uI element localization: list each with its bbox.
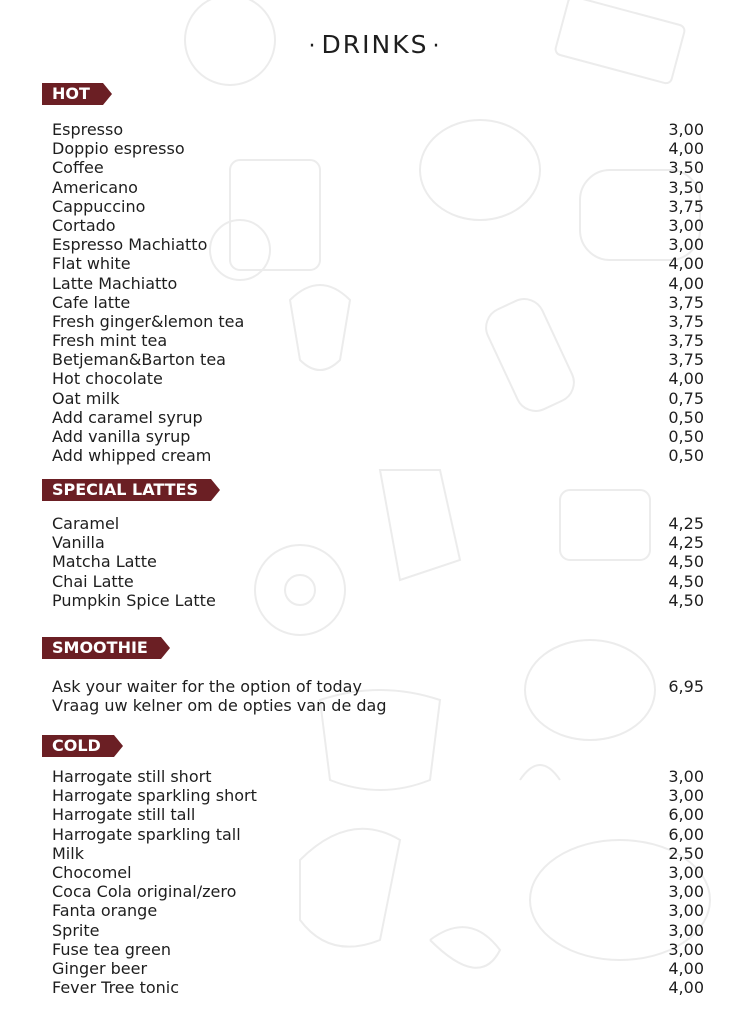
menu-item: [52, 120, 704, 139]
section-badge-hot: HOT: [42, 83, 103, 105]
item-name: Ask your waiter for the option of today: [52, 677, 362, 696]
item-name: Ginger beer: [52, 958, 148, 978]
menu-item: [52, 369, 704, 388]
menu-item: [52, 514, 704, 533]
menu-item: [52, 572, 704, 591]
menu-item: [52, 921, 704, 940]
item-price: 0,75: [668, 388, 704, 408]
menu-item: [52, 978, 704, 997]
item-name: Add whipped cream: [52, 446, 212, 466]
item-price: 2,50: [668, 843, 704, 863]
item-name: Matcha Latte: [52, 552, 157, 572]
menu-item: [52, 293, 704, 312]
menu-item: [52, 197, 704, 216]
item-name: Oat milk: [52, 388, 120, 408]
item-price: 4,25: [668, 514, 704, 533]
item-name: Betjeman&Barton tea: [52, 350, 226, 370]
item-price: 3,75: [668, 311, 704, 331]
item-name: Fuse tea green: [52, 939, 171, 959]
item-price: 6,00: [668, 805, 704, 825]
item-price: 3,00: [668, 786, 704, 806]
page-title: [0, 30, 750, 59]
menu-item: [52, 235, 704, 254]
item-name: Fever Tree tonic: [52, 978, 180, 998]
menu-item: [52, 591, 704, 610]
item-price: 4,25: [668, 533, 704, 553]
section-badge-cold: COLD: [42, 735, 114, 757]
item-name: Caramel: [52, 514, 120, 533]
item-price: 3,50: [668, 158, 704, 178]
menu-item: [52, 254, 704, 273]
item-price: 0,50: [668, 407, 704, 427]
item-name: Fanta orange: [52, 901, 158, 921]
item-name: Chai Latte: [52, 571, 134, 591]
item-name: Pumpkin Spice Latte: [52, 590, 216, 610]
item-price: 4,00: [668, 273, 704, 293]
item-price: 3,00: [668, 215, 704, 235]
item-name: Harrogate sparkling tall: [52, 824, 241, 844]
item-price: 3,00: [668, 901, 704, 921]
item-price: 3,00: [668, 862, 704, 882]
menu-item: [52, 677, 704, 696]
menu-item: [52, 552, 704, 571]
item-price: 3,50: [668, 177, 704, 197]
menu-item: [52, 786, 704, 805]
item-price: 4,00: [668, 369, 704, 389]
menu-item: [52, 216, 704, 235]
title-text: DRINKS: [321, 30, 429, 59]
menu-item: [52, 408, 704, 427]
menu-item: [52, 178, 704, 197]
item-price: 3,00: [668, 920, 704, 940]
item-name: Doppio espresso: [52, 139, 185, 159]
menu-item: [52, 940, 704, 959]
menu-item: [52, 274, 704, 293]
item-name: Cafe latte: [52, 292, 131, 312]
item-price: 0,50: [668, 446, 704, 466]
item-name: Harrogate still tall: [52, 805, 196, 825]
menu-item: [52, 901, 704, 920]
menu-item: [52, 331, 704, 350]
item-price: 3,75: [668, 350, 704, 370]
menu-item: [52, 805, 704, 824]
menu-item: [52, 959, 704, 978]
title-dot-left: ·: [308, 34, 318, 59]
section-badge-smoothie: SMOOTHIE: [42, 637, 161, 659]
special-lattes-items: [52, 514, 704, 610]
item-name: Espresso: [52, 120, 124, 139]
menu-item: [52, 446, 704, 465]
smoothie-items: [52, 677, 704, 715]
item-price: 3,00: [668, 939, 704, 959]
menu-item: [52, 389, 704, 408]
menu-item: [52, 825, 704, 844]
item-name: Americano: [52, 177, 138, 197]
menu-item: [52, 139, 704, 158]
item-name: Sprite: [52, 920, 100, 940]
item-price: 4,00: [668, 958, 704, 978]
item-name: Flat white: [52, 254, 131, 274]
menu-item: [52, 844, 704, 863]
item-name: Harrogate sparkling short: [52, 786, 257, 806]
item-price: 0,50: [668, 427, 704, 446]
item-price: 4,00: [668, 139, 704, 159]
smoothie-note: Vraag uw kelner om de opties van de dag: [52, 696, 387, 716]
item-price: 4,00: [668, 978, 704, 998]
item-price: 3,75: [668, 292, 704, 312]
menu-item: [52, 863, 704, 882]
menu-item: [52, 767, 704, 786]
item-price: 4,50: [668, 590, 704, 610]
menu-item: [52, 312, 704, 331]
item-name: Cortado: [52, 215, 116, 235]
item-name: Coffee: [52, 158, 104, 178]
item-price: 4,50: [668, 552, 704, 572]
item-price: 3,00: [668, 120, 704, 139]
item-name: Add vanilla syrup: [52, 427, 191, 446]
item-name: Chocomel: [52, 862, 132, 882]
item-name: Cappuccino: [52, 196, 146, 216]
item-name: Hot chocolate: [52, 369, 163, 389]
item-name: Harrogate still short: [52, 767, 212, 786]
item-name: Add caramel syrup: [52, 407, 203, 427]
item-price: 3,00: [668, 235, 704, 255]
item-name: Milk: [52, 843, 84, 863]
item-price: 3,75: [668, 331, 704, 351]
menu-item: [52, 350, 704, 369]
item-price: 3,75: [668, 196, 704, 216]
item-name: Espresso Machiatto: [52, 235, 208, 255]
item-name: Latte Machiatto: [52, 273, 178, 293]
menu-item: [52, 427, 704, 446]
item-name: Vanilla: [52, 533, 105, 553]
title-dot-right: ·: [432, 34, 442, 59]
item-price: 4,50: [668, 571, 704, 591]
hot-items: [52, 120, 704, 465]
menu-item: [52, 158, 704, 177]
item-price: 3,00: [668, 882, 704, 902]
item-price: 3,00: [668, 767, 704, 786]
item-name: Coca Cola original/zero: [52, 882, 237, 902]
menu-item: [52, 533, 704, 552]
cold-items: [52, 767, 704, 997]
item-name: Fresh mint tea: [52, 331, 168, 351]
menu-item: [52, 882, 704, 901]
item-price: 6,95: [668, 677, 704, 696]
item-price: 6,00: [668, 824, 704, 844]
section-badge-special-lattes: SPECIAL LATTES: [42, 479, 211, 501]
item-price: 4,00: [668, 254, 704, 274]
item-name: Fresh ginger&lemon tea: [52, 311, 245, 331]
